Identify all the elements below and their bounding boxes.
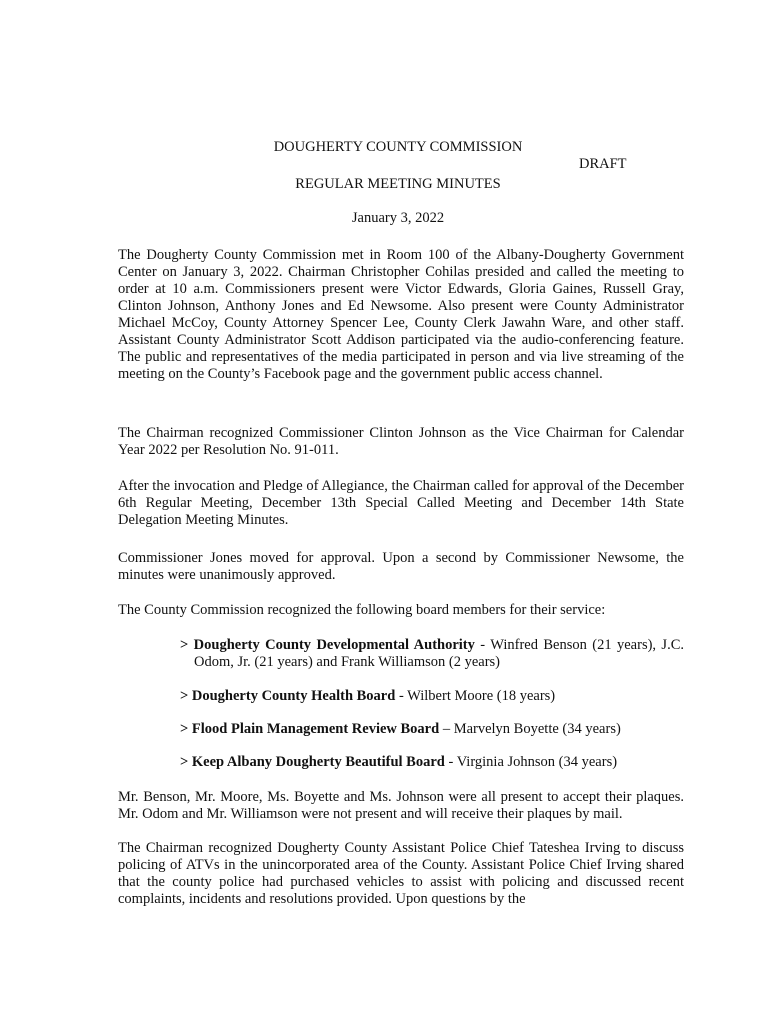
meeting-date: January 3, 2022 [351, 210, 445, 226]
paragraph-motion [118, 550, 684, 584]
board-name: Dougherty County Developmental Authority [193, 637, 475, 653]
paragraph-atv-policing [118, 840, 684, 908]
paragraph-text: After the invocation and Pledge of Allegiance, the Chairman called for approval of the December 6th Regular Meeting, December 13th Special Called Meeting and December 14th State Delegation Meeting Minutes. [118, 478, 684, 528]
paragraph-vice-chairman [118, 425, 684, 459]
draft-label: DRAFT [579, 156, 627, 172]
board-name: Keep Albany Dougherty Beautiful Board [191, 754, 445, 770]
board-separator: - [474, 637, 491, 653]
board-detail: Wilbert Moore (18 years) [407, 688, 556, 704]
paragraph-approval-call [118, 478, 684, 529]
board-name: Flood Plain Management Review Board [191, 721, 440, 737]
board-marker: > [180, 688, 189, 704]
board-item [180, 721, 684, 738]
board-separator: - [444, 754, 457, 770]
paragraph-text: The Chairman recognized Commissioner Clinton Johnson as the Vice Chairman for Calendar Year 2022 per Resolution No. 91-011. [118, 425, 684, 458]
board-marker: > [180, 721, 189, 737]
paragraph-plaques [118, 789, 684, 823]
board-detail: Marvelyn Boyette (34 years) [453, 721, 621, 737]
paragraph-recognition-intro [118, 602, 684, 619]
board-name: Dougherty County Health Board [191, 688, 396, 704]
paragraph-text: The Chairman recognized Dougherty County Assistant Police Chief Tateshea Irving to discuss policing of ATVs in the unincorporated area of the County. Assistant Police Chief Irving shared that the county police had purchased vehicles to assist with policing and discussed recent complaints, incidents and resolutions provided. Upon questions by the [118, 840, 684, 907]
document-title: REGULAR MEETING MINUTES [295, 176, 501, 192]
board-separator: – [439, 721, 454, 737]
board-item [180, 688, 684, 705]
paragraph-text: The County Commission recognized the following board members for their service: [118, 602, 606, 618]
board-detail: Winfred Benson (21 years), J.C. Odom, Jr. (21 years) and Frank Williamson (2 years) [194, 637, 684, 670]
org-heading: DOUGHERTY COUNTY COMMISSION [273, 139, 523, 155]
board-marker: > [180, 637, 189, 653]
board-item [180, 754, 684, 771]
board-detail: Virginia Johnson (34 years) [456, 754, 618, 770]
board-item [180, 637, 684, 671]
paragraph-text: Commissioner Jones moved for approval. Upon a second by Commissioner Newsome, the minutes were unanimously approved. [118, 550, 684, 583]
board-separator: - [395, 688, 408, 704]
board-marker: > [180, 754, 189, 770]
paragraph-text: Mr. Benson, Mr. Moore, Ms. Boyette and Ms. Johnson were all present to accept their plaques. Mr. Odom and Mr. Williamson were not present and will receive their plaques by mail. [118, 789, 684, 822]
paragraph-attendance [118, 247, 684, 383]
paragraph-text: The Dougherty County Commission met in Room 100 of the Albany-Dougherty Government Center on January 3, 2022. Chairman Christopher Cohilas presided and called the meeting to order at 10 a.m. Commissioners present were Victor Edwards, Gloria Gaines, Russell Gray, Clinton Johnson, Anthony Jones and Ed Newsome. Also present were County Administrator Michael McCoy, County Attorney Spencer Lee, County Clerk Jawahn Ware, and other staff. Assistant County Administrator Scott Addison participated via the audio-conferencing feature. The public and representatives of the media participated in person and via live streaming of the meeting on the County’s Facebook page and the government public access channel. [118, 247, 684, 382]
